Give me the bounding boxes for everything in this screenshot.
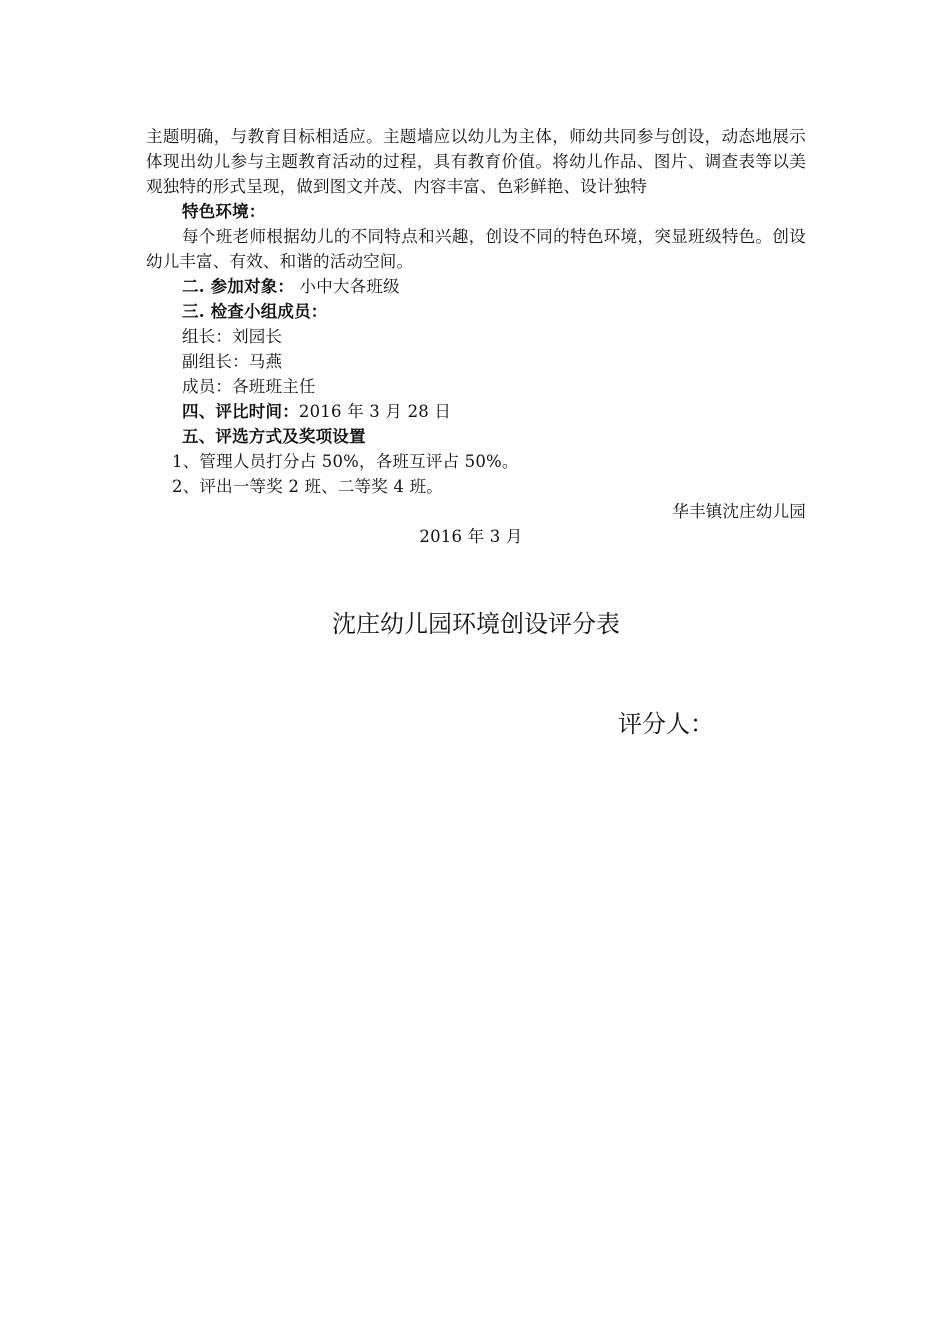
section-participants-label: 二. 参加对象： <box>182 277 295 296</box>
section-inspection-group: 三. 检查小组成员： <box>182 302 328 321</box>
section-participants-value: 小中大各班级 <box>299 277 400 296</box>
document-date: 2016 年 3 月 <box>419 527 523 546</box>
section-evaluation-time-label: 四、评比时间： <box>182 402 299 421</box>
group-leader: 组长：刘园长 <box>182 327 283 346</box>
section-evaluation-time-value: 2016 年 3 月 28 日 <box>298 402 452 421</box>
method-item-2: 2、评出一等奖 2 班、二等奖 4 班。 <box>172 477 443 496</box>
special-environment-heading: 特色环境： <box>182 202 266 221</box>
section-participants <box>146 274 806 299</box>
organization-signature: 华丰镇沈庄幼儿园 <box>672 502 806 521</box>
score-form-title: 沈庄幼儿园环境创设评分表 <box>332 610 620 638</box>
group-vice-leader: 副组长：马燕 <box>182 352 283 371</box>
group-members: 成员：各班班主任 <box>182 377 316 396</box>
special-environment-text: 每个班老师根据幼儿的不同特点和兴趣，创设不同的特色环境，突显班级特色。创设幼儿丰富、有效、和谐的活动空间。 <box>146 227 806 271</box>
paragraph-theme-wall: 主题明确，与教育目标相适应。主题墙应以幼儿为主体，师幼共同参与创设，动态地展示体现出幼儿参与主题教育活动的过程，具有教育价值。将幼儿作品、图片、调查表等以美观独特的形式呈现，做到图文并茂、内容丰富、色彩鲜艳、设计独特 <box>146 127 806 196</box>
section-selection-method: 五、评选方式及奖项设置 <box>182 427 366 446</box>
section-evaluation-time <box>146 399 806 424</box>
scorer-label: 评分人： <box>618 710 714 738</box>
document-page <box>146 124 806 738</box>
method-item-1: 1、管理人员打分占 50%，各班互评占 50%。 <box>172 452 519 471</box>
